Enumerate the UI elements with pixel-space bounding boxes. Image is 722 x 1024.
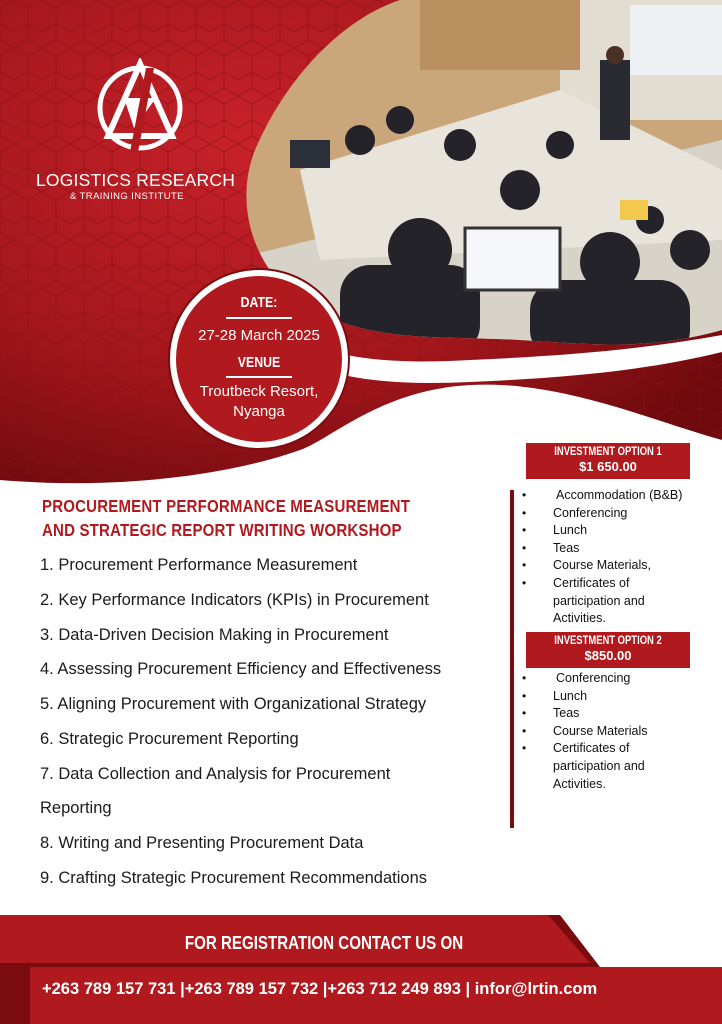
workshop-title: PROCUREMENT PERFORMANCE MEASUREMENT AND STRATEGIC REPORT WRITING WORKSHOP xyxy=(42,496,411,540)
topic-item: 1. Procurement Performance Measurement xyxy=(40,556,358,574)
topic-item: 6. Strategic Procurement Reporting xyxy=(40,730,299,748)
investment-option-1-header xyxy=(526,443,690,479)
inclusion-item-continuation: participation and xyxy=(553,758,645,773)
topic-item: 9. Crafting Strategic Procurement Recommendations xyxy=(40,869,428,887)
bullet-icon: • xyxy=(522,671,527,685)
lrti-triangle-logo-icon xyxy=(94,58,186,158)
inclusion-item: • Course Materials, xyxy=(520,557,720,575)
topic-item: 8. Writing and Presenting Procurement Data xyxy=(40,834,364,852)
venue-line-2: Nyanga xyxy=(233,403,285,420)
topic-item: 5. Aligning Procurement with Organizational Strategy xyxy=(40,695,427,713)
option-1-title: INVESTMENT OPTION 1 xyxy=(554,446,662,458)
bullet-icon: • xyxy=(522,723,527,738)
registration-footer-band xyxy=(0,915,722,1024)
inclusion-item-continuation: Activities. xyxy=(553,776,606,791)
inclusion-item: • Teas xyxy=(520,705,720,723)
inclusion-item: • Certificates of xyxy=(520,575,720,593)
bullet-icon: • xyxy=(522,540,527,555)
inclusion-item: • Lunch xyxy=(520,688,720,706)
bullet-icon: • xyxy=(522,505,527,520)
investment-option-2-header xyxy=(526,632,690,668)
inclusion-item: • Conferencing xyxy=(520,670,720,688)
topic-item: 7. Data Collection and Analysis for Procurement xyxy=(40,765,391,783)
option-2-title: INVESTMENT OPTION 2 xyxy=(554,635,662,647)
column-divider xyxy=(510,490,514,828)
inclusion-item: • Lunch xyxy=(520,522,720,540)
bullet-icon: • xyxy=(522,688,527,703)
bullet-icon: • xyxy=(522,741,527,756)
topic-item: 3. Data-Driven Decision Making in Procurement xyxy=(40,626,389,644)
date-underline xyxy=(226,317,292,319)
inclusion-item-continuation: Activities. xyxy=(553,611,606,626)
venue-underline xyxy=(226,376,292,378)
venue-label: VENUE xyxy=(237,354,281,371)
logo-title: LOGISTICS RESEARCH xyxy=(36,170,236,190)
option-1-price: $1 650.00 xyxy=(579,459,637,474)
date-value: 27-28 March 2025 xyxy=(198,327,320,344)
bullet-icon: • xyxy=(522,575,527,590)
bullet-icon: • xyxy=(522,558,527,573)
topic-item-continuation: Reporting xyxy=(40,799,112,817)
bullet-icon: • xyxy=(522,523,527,538)
topic-item: 4. Assessing Procurement Efficiency and Effectiveness xyxy=(40,660,442,678)
contact-details: +263 789 157 731 |+263 789 157 732 |+263 712 249 893 | infor@lrtin.com xyxy=(42,980,598,998)
inclusion-item: • Accommodation (B&B) xyxy=(520,487,720,505)
inclusion-item: • Certificates of xyxy=(520,740,720,758)
bullet-icon: • xyxy=(522,488,527,502)
venue-line-1: Troutbeck Resort, xyxy=(199,383,319,400)
logo-subtitle: & TRAINING INSTITUTE xyxy=(70,191,184,202)
option-2-inclusions xyxy=(520,670,720,793)
event-details-badge xyxy=(170,270,348,448)
inclusion-item-continuation: participation and xyxy=(553,593,645,608)
topic-item: 2. Key Performance Indicators (KPIs) in Procurement xyxy=(40,591,429,609)
inclusion-item: • Teas xyxy=(520,540,720,558)
option-1-inclusions xyxy=(520,487,720,628)
registration-heading: FOR REGISTRATION CONTACT US ON xyxy=(184,933,464,953)
inclusion-item: • Conferencing xyxy=(520,505,720,523)
option-2-price: $850.00 xyxy=(584,648,632,663)
inclusion-item: • Course Materials xyxy=(520,723,720,741)
bullet-icon: • xyxy=(522,706,527,721)
date-label: DATE: xyxy=(240,294,278,311)
